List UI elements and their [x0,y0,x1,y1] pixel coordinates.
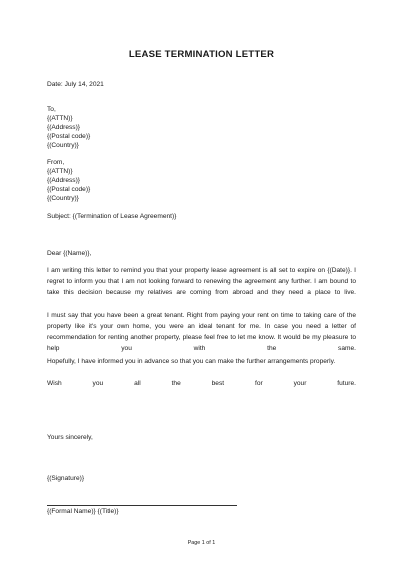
paragraph-advance-notice: Hopefully, I have informed you in advance so that you can make the further arrangements properly. [47,358,336,365]
document-title: LEASE TERMINATION LETTER [128,49,275,60]
to-attn: {(ATTN)} [47,115,73,122]
signer-name-title: {(Formal Name)} {(Title)} [47,508,119,515]
subject-line: Subject: {(Termination of Lease Agreement)} [47,213,177,220]
paragraph-best-wishes: Wish you all the best for your future. [47,380,356,387]
from-country: {(Country)} [47,195,79,202]
paragraph-tenant-praise: I must say that you have been a great tenant. Right from paying your rent on time to taking care of the property like it's your own home, you were an ideal tenant for me. In case you need a letter of recommendation for renting another property, please feel free to let me know. It would be my pleasure to help you with the same. [47,312,356,352]
page-number: Page 1 of 1 [187,540,216,546]
closing: Yours sincerely, [47,434,93,441]
from-label: From, [47,159,65,166]
from-address: {(Address)} [47,177,80,184]
to-postal-code: {(Postal code)} [47,133,91,140]
to-label: To, [47,106,56,113]
salutation: Dear {(Name)}, [47,250,92,257]
paragraph-expiry-notice: I am writing this letter to remind you that your property lease agreement is all set to expire on {(Date)}. I regret to inform you that I am not looking forward to renewing the agreement any further. I am bound to take this decision because my relatives are coming from abroad and they need a place to live. [47,267,356,296]
signature-placeholder: {(Signature)} [47,475,85,482]
from-postal-code: {(Postal code)} [47,186,91,193]
to-country: {(Country)} [47,142,79,149]
signature-line [47,505,237,506]
from-attn: {(ATTN)} [47,168,73,175]
to-address: {(Address)} [47,124,80,131]
date-line: Date: July 14, 2021 [47,81,104,88]
